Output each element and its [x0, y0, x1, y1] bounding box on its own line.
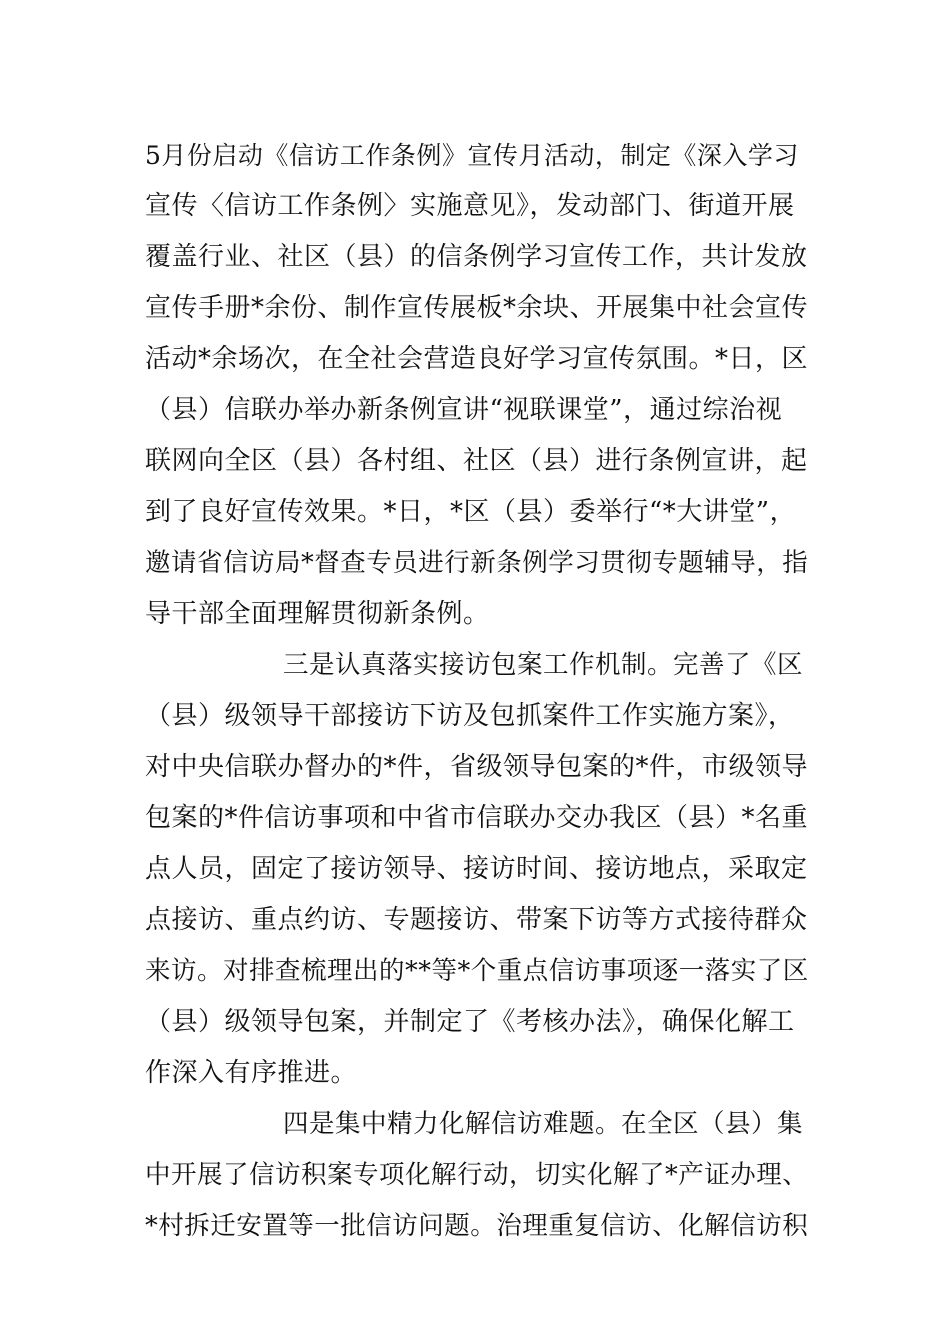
text-line: 邀请省信访局*督查专员进行新条例学习贯彻专题辅导，指: [145, 548, 809, 578]
text-line: 导干部全面理解贯彻新条例。: [145, 599, 490, 629]
text-line: 联网向全区（县）各村组、社区（县）进行条例宣讲，起: [145, 446, 808, 476]
text-line: 对中央信联办督办的*件，省级领导包案的*件，市级领导: [145, 752, 809, 782]
text-line: 5月份启动《信访工作条例》宣传月活动，制定《深入学习: [145, 141, 799, 170]
text-line: 点人员，固定了接访领导、接访时间、接访地点，采取定: [145, 854, 808, 884]
paragraph-1: [145, 130, 810, 640]
text-line: 三是认真落实接访包案工作机制。完善了《区: [283, 650, 804, 680]
text-line: （县）信联办举办新条例宣讲“视联课堂”，通过综治视: [145, 395, 783, 425]
text-line: （县）级领导包案，并制定了《考核办法》，确保化解工: [145, 1007, 795, 1037]
text-line: （县）级领导干部接访下访及包抓案件工作实施方案》，: [145, 701, 795, 731]
text-line: 宣传〈信访工作条例〉实施意见》，发动部门、街道开展: [145, 191, 795, 221]
text-line: 四是集中精力化解信访难题。在全区（县）集: [283, 1109, 804, 1139]
text-line: 到了良好宣传效果。*日，*区（县）委举行“*大讲堂”，: [145, 497, 797, 527]
text-line: 宣传手册*余份、制作宣传展板*余块、开展集中社会宣传: [145, 293, 809, 323]
paragraph-2: [145, 640, 810, 1099]
text-line: 中开展了信访积案专项化解行动，切实化解了*产证办理、: [145, 1160, 809, 1190]
text-line: 覆盖行业、社区（县）的信条例学习宣传工作，共计发放: [145, 242, 808, 272]
body-text: [145, 130, 810, 1252]
paragraph-3: [145, 1099, 810, 1252]
text-line: 包案的*件信访事项和中省市信联办交办我区（县）*名重: [145, 803, 809, 833]
text-line: 来访。对排查梳理出的**等*个重点信访事项逐一落实了区: [145, 956, 809, 986]
text-line: 作深入有序推进。: [145, 1058, 358, 1088]
text-line: 点接访、重点约访、专题接访、带案下访等方式接待群众: [145, 905, 808, 935]
text-line: *村拆迁安置等一批信访问题。治理重复信访、化解信访积: [145, 1211, 809, 1241]
text-line: 活动*余场次，在全社会营造良好学习宣传氛围。*日，区: [145, 344, 809, 374]
